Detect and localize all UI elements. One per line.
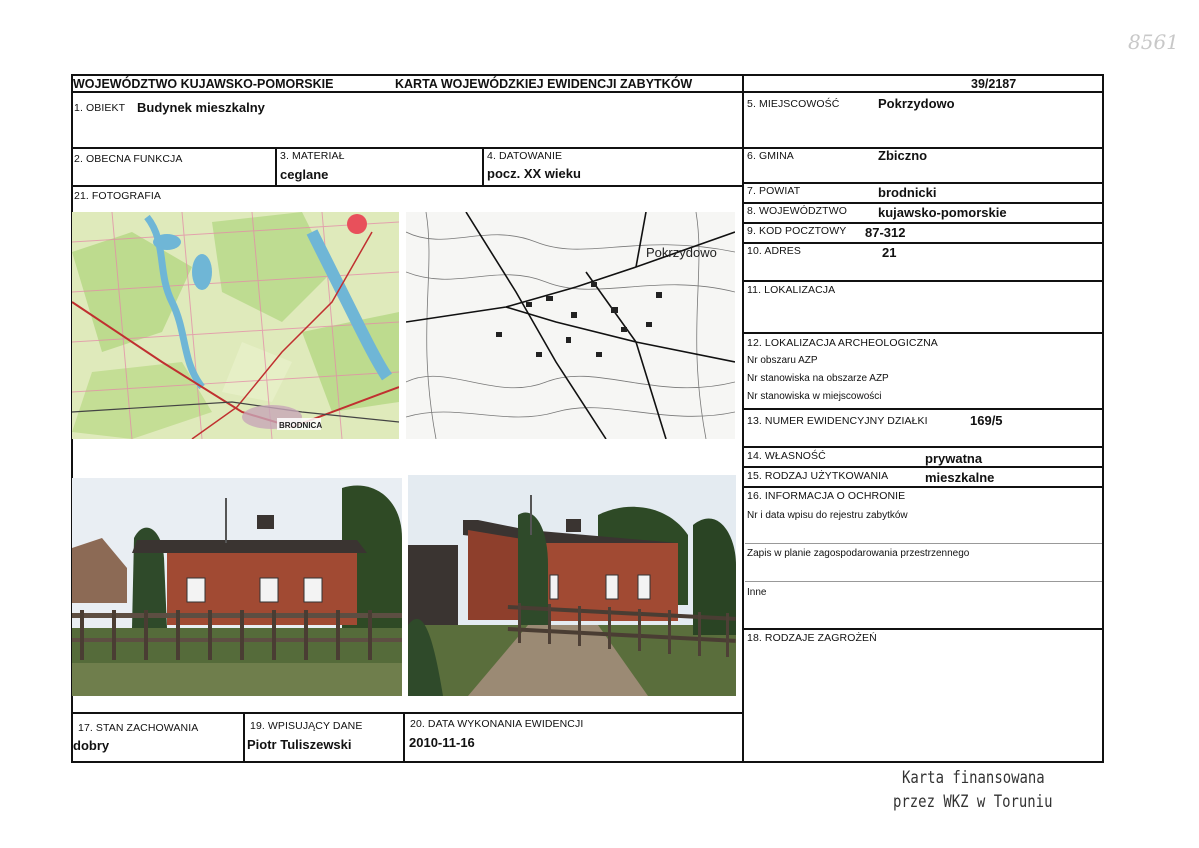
label-locality: 5. MIEJSCOWOŚĆ — [747, 98, 840, 110]
rule — [71, 147, 743, 149]
value-condition: dobry — [73, 738, 110, 753]
rule — [743, 408, 1104, 410]
label-address: 10. ADRES — [747, 245, 802, 257]
value-entered-by: Piotr Tuliszewski — [247, 737, 352, 752]
cell-divider — [403, 712, 405, 763]
value-commune: Zbiczno — [878, 148, 928, 163]
column-divider — [742, 74, 744, 763]
other-protection: Inne — [747, 587, 767, 598]
value-county: brodnicki — [878, 185, 937, 200]
cell-divider — [275, 147, 277, 187]
header-region: WOJEWÓDZTWO KUJAWSKO-POMORSKIE — [73, 77, 334, 91]
label-condition: 17. STAN ZACHOWANIA — [78, 722, 199, 734]
label-parcel-number: 13. NUMER EWIDENCYJNY DZIAŁKI — [747, 415, 928, 427]
map-village-label: Pokrzydowo — [646, 245, 717, 260]
cell-divider — [243, 712, 245, 763]
label-county: 7. POWIAT — [747, 185, 801, 197]
house-side-image — [408, 475, 736, 696]
house-front-image — [72, 478, 402, 696]
label-location: 11. LOKALIZACJA — [747, 284, 836, 296]
value-locality: Pokrzydowo — [878, 96, 955, 111]
rule — [743, 332, 1104, 334]
value-postal-code: 87-312 — [865, 225, 906, 240]
rule — [743, 182, 1104, 184]
value-address: 21 — [882, 245, 897, 260]
label-record-date: 20. DATA WYKONANIA EWIDENCJI — [410, 718, 584, 730]
label-ownership: 14. WŁASNOŚĆ — [747, 450, 826, 462]
map-town-label: BRODNICA — [279, 421, 323, 430]
spatial-plan-entry: Zapis w planie zagospodarowania przestrzennego — [747, 548, 970, 559]
label-photography: 21. FOTOGRAFIA — [74, 190, 161, 202]
location-map — [72, 212, 399, 439]
rule — [743, 280, 1104, 282]
header-record-number: 39/2187 — [971, 77, 1017, 91]
value-dating: pocz. XX wieku — [487, 166, 581, 181]
rule — [743, 486, 1104, 488]
cell-divider — [482, 147, 484, 187]
rule — [71, 712, 743, 714]
label-dating: 4. DATOWANIE — [487, 150, 563, 162]
location-marker-icon — [347, 214, 367, 234]
label-commune: 6. GMINA — [747, 150, 794, 162]
locality-site-number: Nr stanowiska w miejscowości — [747, 391, 882, 402]
rule — [743, 446, 1104, 448]
house-photo-front — [72, 478, 402, 696]
label-usage-type: 15. RODZAJ UŻYTKOWANIA — [747, 470, 889, 482]
label-archaeological-location: 12. LOKALIZACJA ARCHEOLOGICZNA — [747, 337, 938, 349]
rule — [745, 581, 1102, 582]
header-title: KARTA WOJEWÓDZKIEJ EWIDENCJI ZABYTKÓW — [395, 77, 693, 91]
value-ownership: prywatna — [925, 451, 983, 466]
rule — [745, 543, 1102, 544]
label-postal-code: 9. KOD POCZTOWY — [747, 225, 847, 237]
funding-stamp-line2: przez WKZ w Toruniu — [893, 792, 1053, 812]
house-photo-side — [408, 475, 736, 696]
value-parcel-number: 169/5 — [970, 413, 1003, 428]
label-material: 3. MATERIAŁ — [280, 150, 345, 162]
value-object: Budynek mieszkalny — [137, 100, 265, 115]
topographic-map — [406, 212, 735, 439]
azp-area-number: Nr obszaru AZP — [747, 355, 818, 366]
register-entry: Nr i data wpisu do rejestru zabytków — [747, 510, 908, 521]
funding-stamp-line1: Karta finansowana — [902, 768, 1045, 788]
rule — [743, 202, 1104, 204]
azp-site-number: Nr stanowiska na obszarze AZP — [747, 373, 889, 384]
label-entered-by: 19. WPISUJĄCY DANE — [250, 720, 363, 732]
label-threats: 18. RODZAJE ZAGROŻEŃ — [747, 632, 877, 644]
label-current-function: 2. OBECNA FUNKCJA — [74, 153, 183, 165]
value-voivodeship: kujawsko-pomorskie — [878, 205, 1007, 220]
header-rule — [71, 91, 1104, 93]
corner-number: 8561 — [1128, 30, 1179, 54]
rule — [743, 466, 1104, 468]
label-object: 1. OBIEKT — [74, 102, 126, 114]
value-usage-type: mieszkalne — [925, 470, 995, 485]
value-material: ceglane — [280, 167, 329, 182]
value-record-date: 2010-11-16 — [409, 735, 475, 750]
rule — [71, 185, 743, 187]
topographic-map-photo — [406, 212, 735, 439]
rule — [743, 222, 1104, 224]
rule — [743, 628, 1104, 630]
location-map-photo — [72, 212, 399, 439]
rule — [743, 242, 1104, 244]
label-voivodeship: 8. WOJEWÓDZTWO — [747, 205, 847, 217]
label-protection-info: 16. INFORMACJA O OCHRONIE — [747, 490, 906, 502]
